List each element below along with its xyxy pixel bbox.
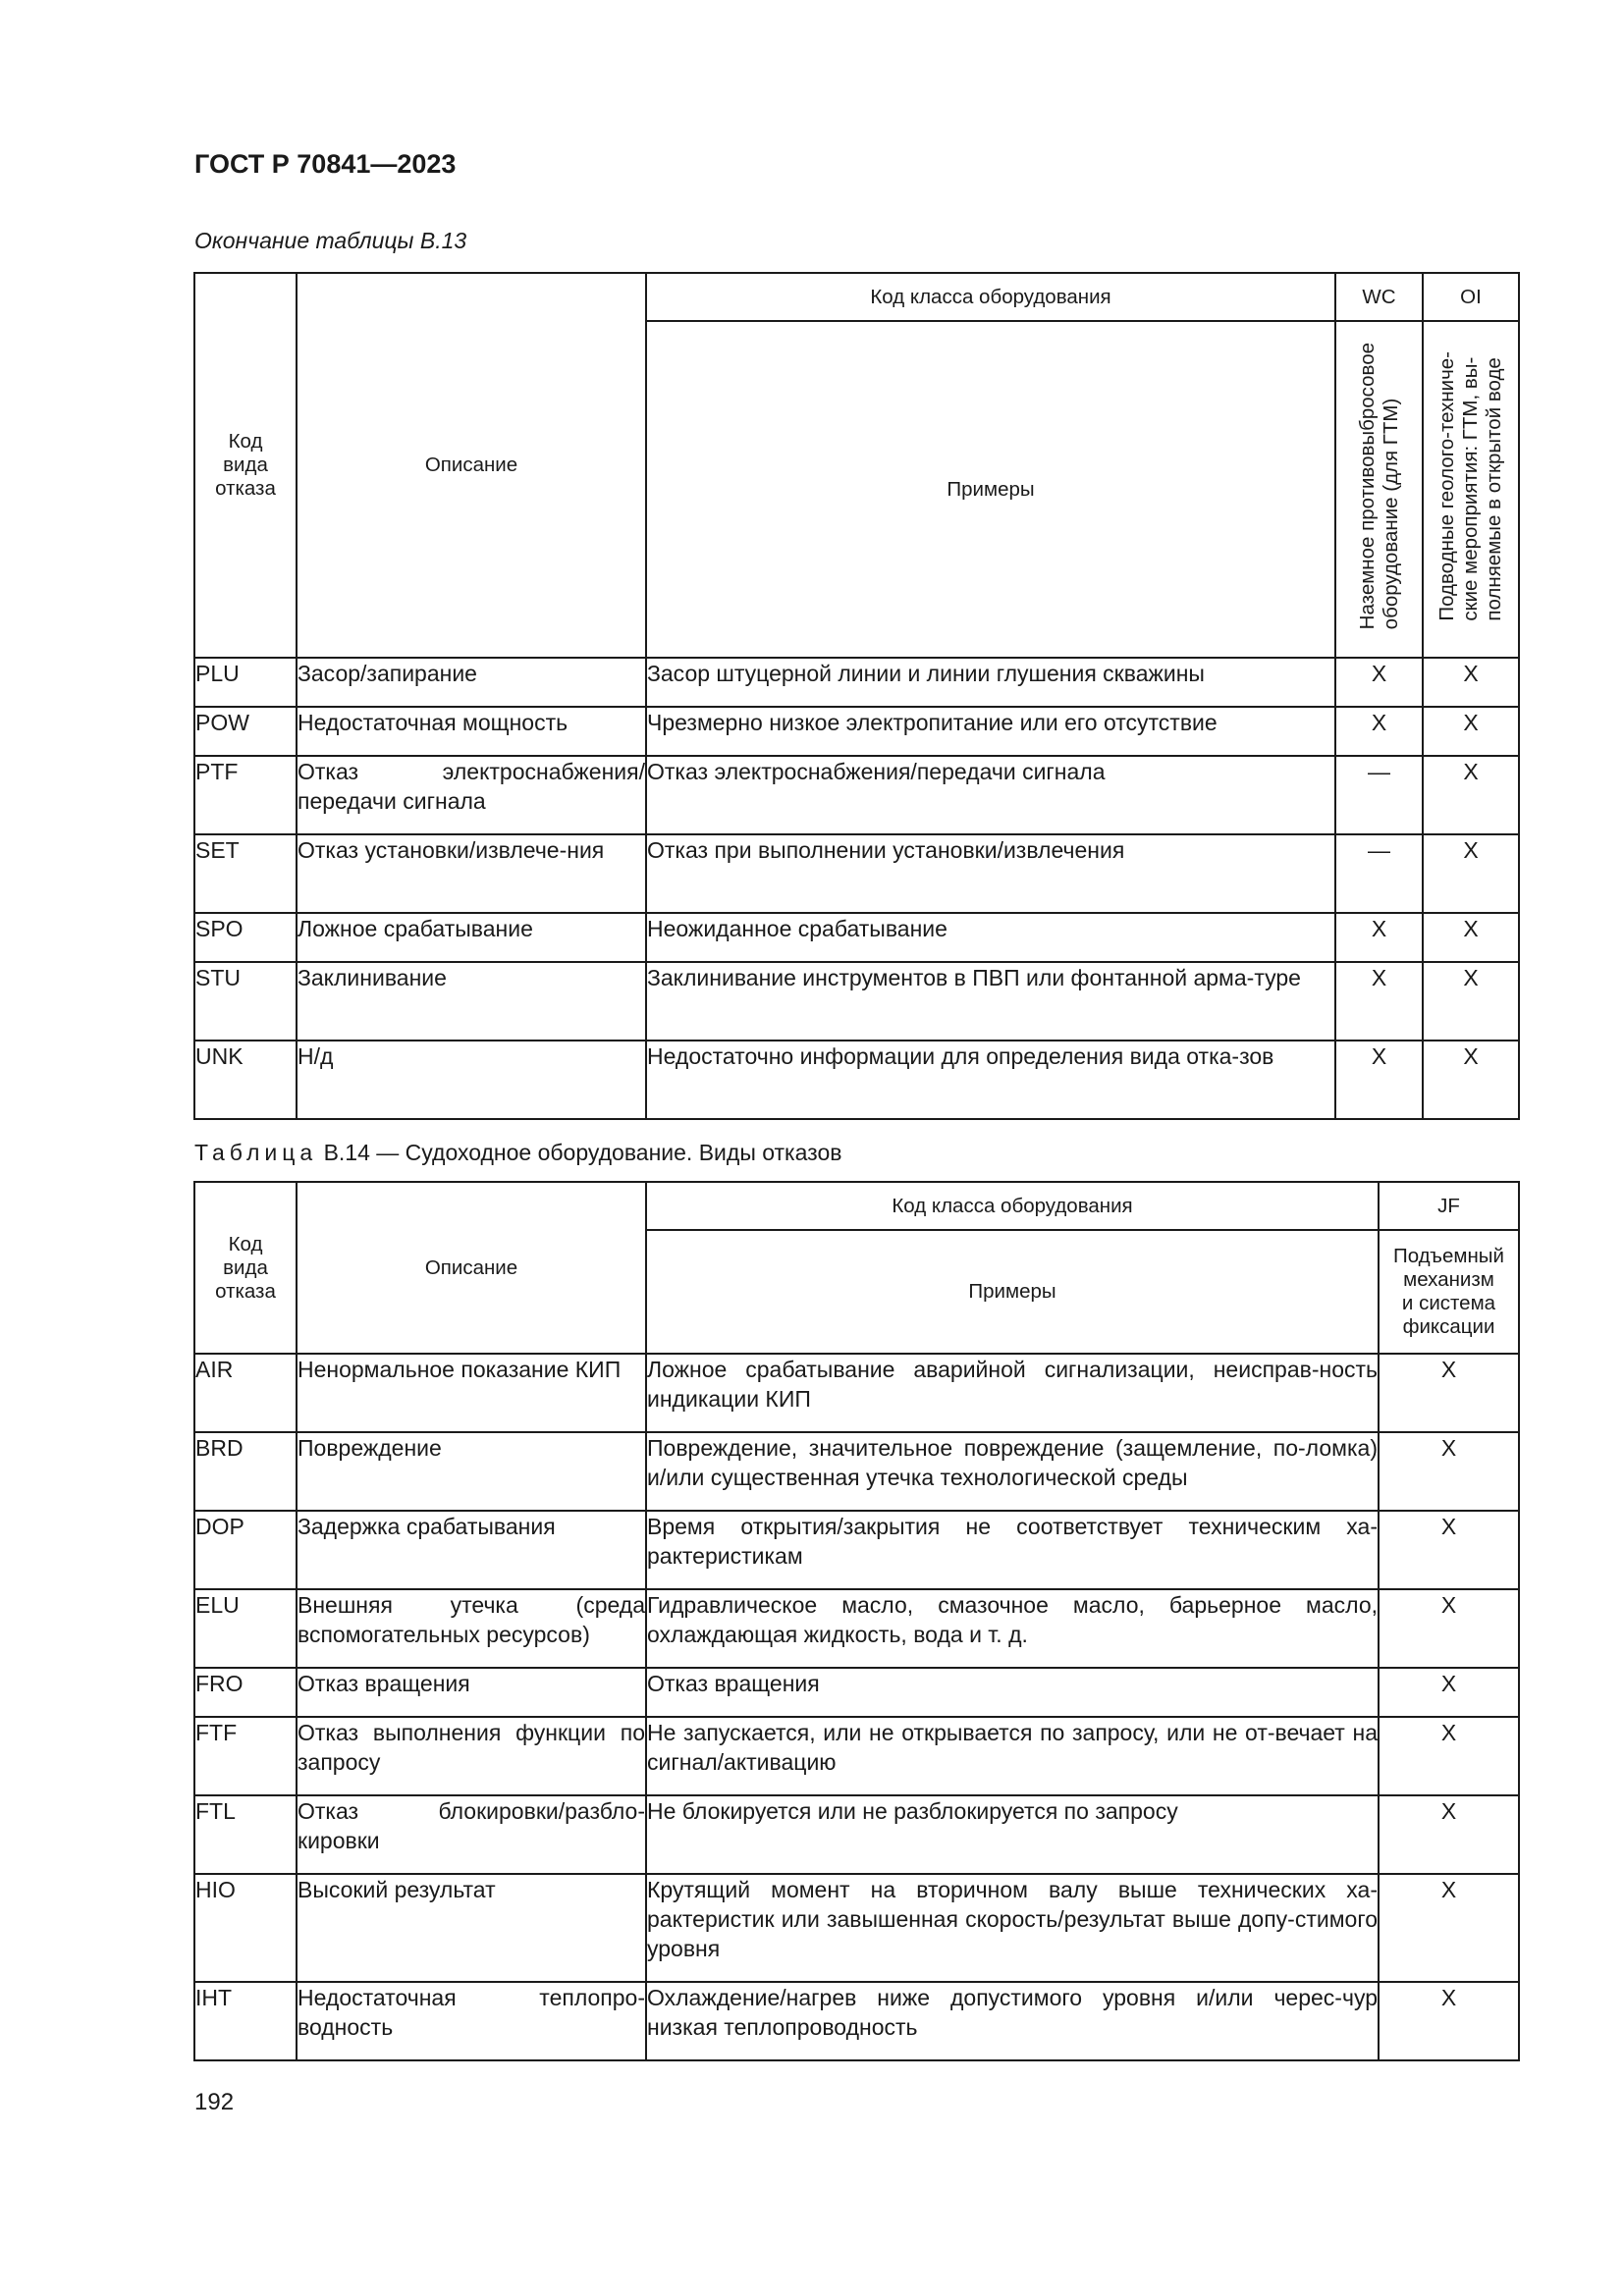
table-row <box>194 1511 1519 1589</box>
table-row <box>194 1717 1519 1795</box>
failure-description: Заклинивание <box>297 962 646 1041</box>
failure-code: AIR <box>194 1354 297 1432</box>
failure-example: Ложное срабатывание аварийной сигнализации, неисправ-ность индикации КИП <box>646 1354 1379 1432</box>
header-examples: Примеры <box>646 1230 1379 1354</box>
failure-example: Отказ при выполнении установки/извлечения <box>646 834 1335 913</box>
wc-mark: X <box>1335 913 1423 962</box>
jf-mark: X <box>1379 1874 1519 1982</box>
failure-example: Чрезмерно низкое электропитание или его отсутствие <box>646 707 1335 756</box>
failure-description: Недостаточная теплопро-водность <box>297 1982 646 2060</box>
failure-code: FTL <box>194 1795 297 1874</box>
failure-example: Не блокируется или не разблокируется по запросу <box>646 1795 1379 1874</box>
failure-code: SET <box>194 834 297 913</box>
failure-example: Отказ вращения <box>646 1668 1379 1717</box>
failure-code: UNK <box>194 1041 297 1119</box>
failure-example: Охлаждение/нагрев ниже допустимого уровня и/или черес-чур низкая теплопроводность <box>646 1982 1379 2060</box>
failure-code: FRO <box>194 1668 297 1717</box>
header-failure-code: Код вида отказа <box>194 273 297 658</box>
failure-description: Повреждение <box>297 1432 646 1511</box>
table-row <box>194 1982 1519 2060</box>
failure-code: IHT <box>194 1982 297 2060</box>
jf-mark: X <box>1379 1511 1519 1589</box>
failure-example: Повреждение, значительное повреждение (защемление, по-ломка) и/или существенная утечка технологической среды <box>646 1432 1379 1511</box>
table-row <box>194 1589 1519 1668</box>
failure-code: STU <box>194 962 297 1041</box>
wc-mark: X <box>1335 658 1423 707</box>
table-row <box>194 707 1519 756</box>
failure-description: Отказ вращения <box>297 1668 646 1717</box>
table-row <box>194 1795 1519 1874</box>
header-wc: WC <box>1335 273 1423 321</box>
oi-mark: X <box>1423 756 1519 834</box>
jf-mark: X <box>1379 1668 1519 1717</box>
failure-description: Н/д <box>297 1041 646 1119</box>
failure-code: PTF <box>194 756 297 834</box>
failure-description: Отказ выполнения функции по запросу <box>297 1717 646 1795</box>
failure-example: Отказ электроснабжения/передачи сигнала <box>646 756 1335 834</box>
failure-description: Ненормальное показание КИП <box>297 1354 646 1432</box>
failure-example: Засор штуцерной линии и линии глушения скважины <box>646 658 1335 707</box>
failure-code: FTF <box>194 1717 297 1795</box>
oi-mark: X <box>1423 834 1519 913</box>
table-row <box>194 756 1519 834</box>
failure-code: HIO <box>194 1874 297 1982</box>
oi-mark: X <box>1423 962 1519 1041</box>
failure-code: ELU <box>194 1589 297 1668</box>
wc-mark: X <box>1335 707 1423 756</box>
failure-description: Отказ блокировки/разбло-кировки <box>297 1795 646 1874</box>
failure-description: Внешняя утечка (среда вспомогательных ресурсов) <box>297 1589 646 1668</box>
table2-caption-prefix: Таблица <box>194 1140 318 1165</box>
oi-mark: X <box>1423 1041 1519 1119</box>
table-row <box>194 834 1519 913</box>
failure-code: PLU <box>194 658 297 707</box>
failure-modes-table-b13 <box>193 272 1520 1120</box>
table-row <box>194 913 1519 962</box>
wc-mark: X <box>1335 1041 1423 1119</box>
jf-mark: X <box>1379 1795 1519 1874</box>
jf-mark: X <box>1379 1432 1519 1511</box>
header-oi-description: Подводные геолого-техниче- ские мероприятия: ГТМ, вы- полняемые в открытой воде <box>1435 351 1505 621</box>
table-row <box>194 962 1519 1041</box>
jf-mark: X <box>1379 1982 1519 2060</box>
header-description: Описание <box>297 273 646 658</box>
failure-description: Отказ установки/извлече-ния <box>297 834 646 913</box>
table-row <box>194 1668 1519 1717</box>
failure-example: Крутящий момент на вторичном валу выше технических ха-рактеристик или завышенная скорость/результат выше допу-стимого уровня <box>646 1874 1379 1982</box>
header-jf-description: Подъемный механизм и система фиксации <box>1379 1230 1519 1354</box>
failure-example: Недостаточно информации для определения вида отка-зов <box>646 1041 1335 1119</box>
jf-mark: X <box>1379 1717 1519 1795</box>
header-equipment-class-code: Код класса оборудования <box>646 273 1335 321</box>
table-row <box>194 1041 1519 1119</box>
header-examples: Примеры <box>646 321 1335 658</box>
failure-description: Отказ электроснабжения/ передачи сигнала <box>297 756 646 834</box>
failure-example: Заклинивание инструментов в ПВП или фонтанной арма-туре <box>646 962 1335 1041</box>
document-title: ГОСТ Р 70841—2023 <box>194 149 457 179</box>
table2-caption-title: В.14 — Судоходное оборудование. Виды отказов <box>323 1140 842 1165</box>
header-oi: OI <box>1423 273 1519 321</box>
oi-mark: X <box>1423 658 1519 707</box>
failure-code: POW <box>194 707 297 756</box>
header-jf: JF <box>1379 1182 1519 1230</box>
jf-mark: X <box>1379 1589 1519 1668</box>
oi-mark: X <box>1423 707 1519 756</box>
failure-code: DOP <box>194 1511 297 1589</box>
table-row <box>194 1432 1519 1511</box>
failure-description: Задержка срабатывания <box>297 1511 646 1589</box>
failure-example: Не запускается, или не открывается по запросу, или не от-вечает на сигнал/активацию <box>646 1717 1379 1795</box>
header-failure-code: Код вида отказа <box>194 1182 297 1354</box>
failure-example: Гидравлическое масло, смазочное масло, барьерное масло, охлаждающая жидкость, вода и т. д. <box>646 1589 1379 1668</box>
oi-mark: X <box>1423 913 1519 962</box>
failure-code: BRD <box>194 1432 297 1511</box>
table-row <box>194 658 1519 707</box>
table2-caption <box>194 1140 841 1166</box>
page-number: 192 <box>194 2089 235 2115</box>
header-wc-description: Наземное противовыбросовое оборудование (для ГТМ) <box>1355 343 1402 630</box>
failure-description: Ложное срабатывание <box>297 913 646 962</box>
table-row <box>194 1354 1519 1432</box>
failure-modes-table-b14 <box>193 1181 1520 2061</box>
wc-mark: — <box>1335 834 1423 913</box>
header-description: Описание <box>297 1182 646 1354</box>
table-row <box>194 1874 1519 1982</box>
failure-example: Неожиданное срабатывание <box>646 913 1335 962</box>
failure-example: Время открытия/закрытия не соответствует техническим ха-рактеристикам <box>646 1511 1379 1589</box>
failure-code: SPO <box>194 913 297 962</box>
jf-mark: X <box>1379 1354 1519 1432</box>
wc-mark: X <box>1335 962 1423 1041</box>
table1-caption: Окончание таблицы В.13 <box>194 228 467 253</box>
wc-mark: — <box>1335 756 1423 834</box>
failure-description: Высокий результат <box>297 1874 646 1982</box>
failure-description: Засор/запирание <box>297 658 646 707</box>
header-equipment-class-code: Код класса оборудования <box>646 1182 1379 1230</box>
failure-description: Недостаточная мощность <box>297 707 646 756</box>
